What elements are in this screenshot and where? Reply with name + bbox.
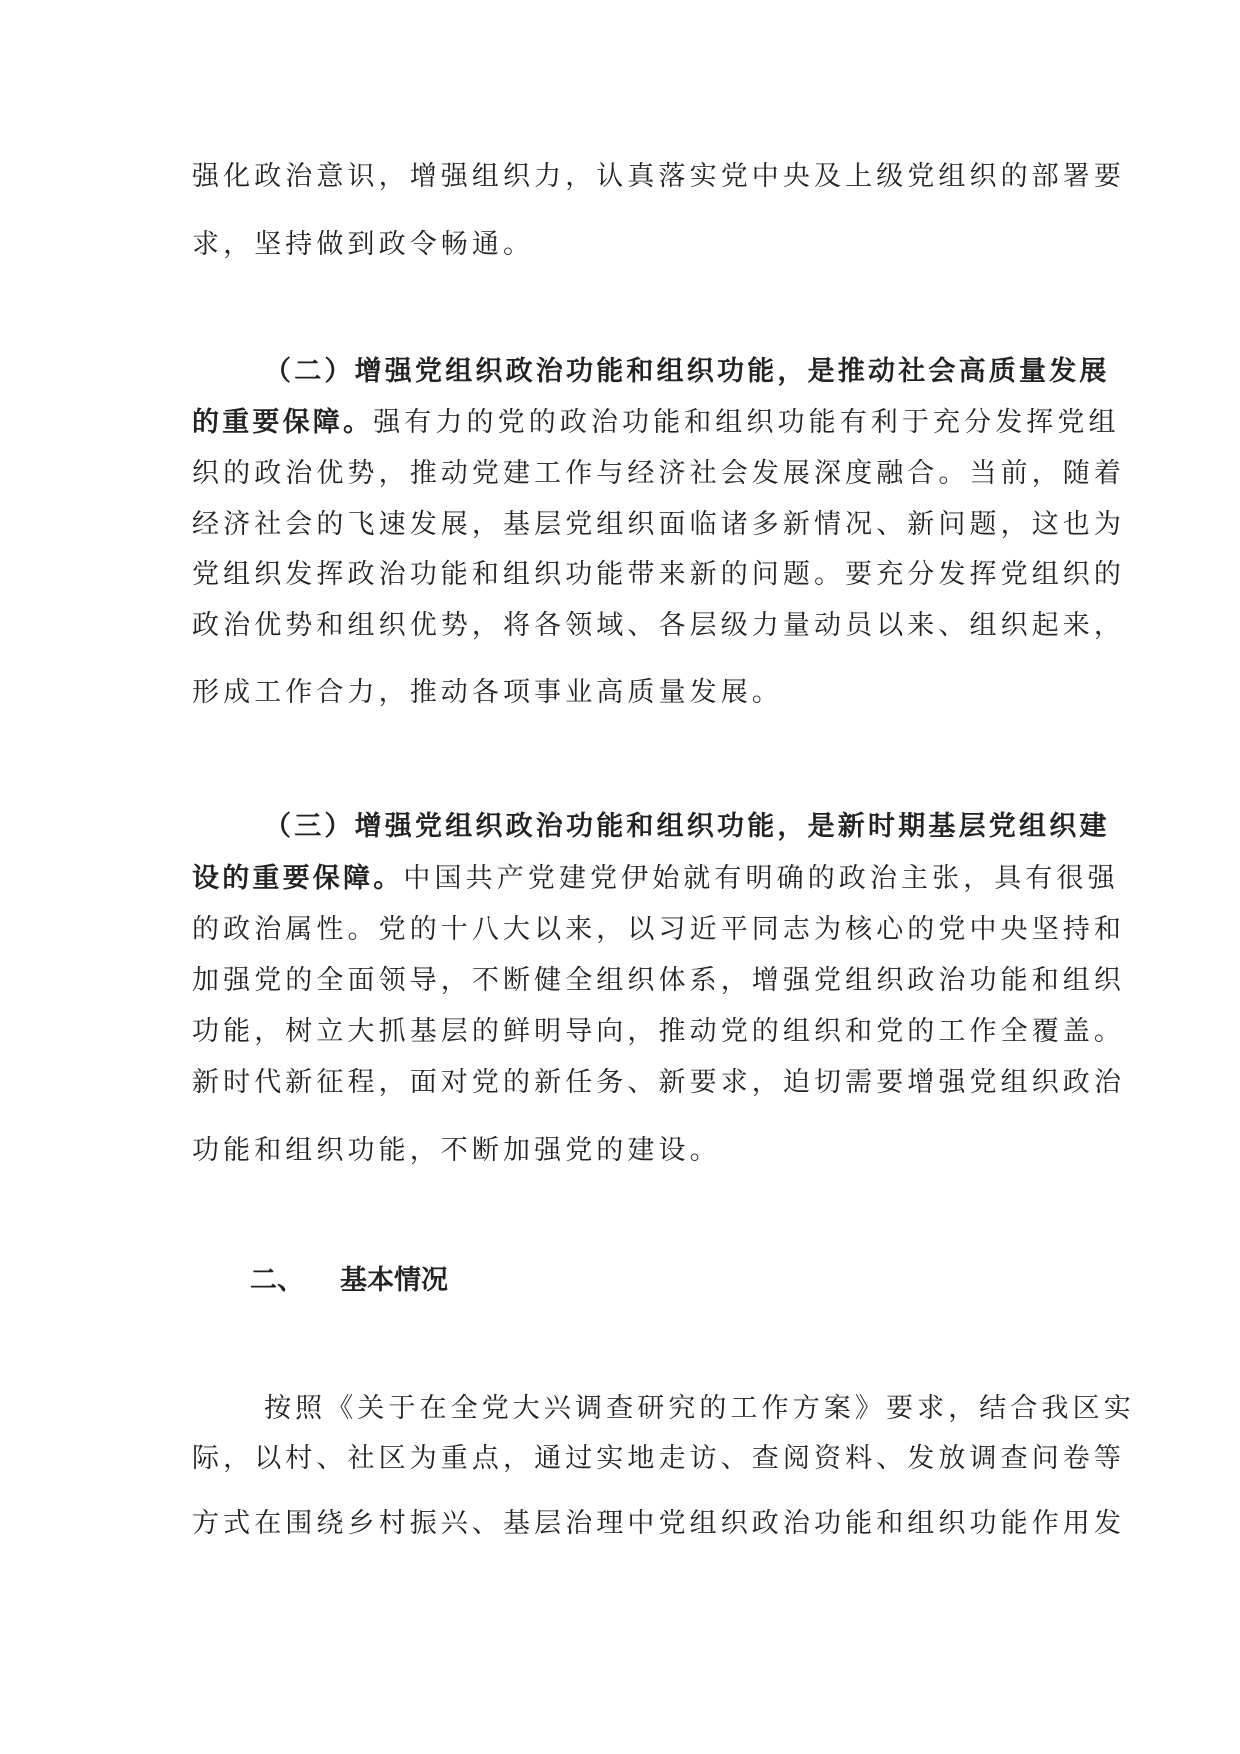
paragraph-line — [192, 862, 1119, 896]
paragraph-line: 党组织发挥政治功能和组织功能带来新的问题。要充分发挥党组织的 — [192, 559, 1125, 590]
paragraph-line: 方式在围绕乡村振兴、基层治理中党组织政治功能和组织功能作用发 — [192, 1508, 1125, 1539]
paragraph-line: 经济社会的飞速发展，基层党组织面临诸多新情况、新问题，这也为 — [192, 509, 1125, 540]
paragraph-text: 中国共产党建党伊始就有明确的政治主张，具有很强 — [403, 863, 1119, 894]
section-number: 二、 — [250, 1265, 304, 1296]
paragraph-line: 际，以村、社区为重点，通过实地走访、查阅资料、发放调查问卷等 — [192, 1443, 1125, 1474]
paragraph-heading-bold-tail: 设的重要保障。 — [192, 863, 404, 894]
paragraph-line: 的政治属性。党的十八大以来，以习近平同志为核心的党中央坚持和 — [192, 914, 1125, 945]
paragraph-line: 加强党的全面领导，不断健全组织体系，增强党组织政治功能和组织 — [192, 965, 1125, 996]
paragraph-line: 政治优势和组织优势，将各领域、各层级力量动员以来、组织起来， — [192, 610, 1125, 641]
paragraph-heading-bold: （二）增强党组织政治功能和组织功能，是推动社会高质量发展 — [264, 356, 1110, 387]
paragraph-line: 织的政治优势，推动党建工作与经济社会发展深度融合。当前，随着 — [192, 458, 1125, 489]
section-heading — [250, 1264, 448, 1298]
paragraph-line: 新时代新征程，面对党的新任务、新要求，迫切需要增强党组织政治 — [192, 1067, 1125, 1098]
paragraph-line — [192, 406, 1120, 440]
paragraph-line: 强化政治意识，增强组织力，认真落实党中央及上级党组织的部署要 — [192, 161, 1125, 192]
paragraph-line: 求，坚持做到政令畅通。 — [192, 229, 535, 260]
section-title: 基本情况 — [340, 1265, 448, 1296]
paragraph-text: 强有力的党的政治功能和组织功能有利于充分发挥党组 — [373, 407, 1120, 438]
paragraph-heading-bold-tail: 的重要保障。 — [192, 407, 374, 438]
paragraph-line: 功能和组织功能，不断加强党的建设。 — [192, 1135, 721, 1166]
paragraph-line: 功能，树立大抓基层的鲜明导向，推动党的组织和党的工作全覆盖。 — [192, 1016, 1125, 1047]
paragraph-line: 按照《关于在全党大兴调查研究的工作方案》要求，结合我区实 — [264, 1393, 1135, 1424]
paragraph-line: 形成工作合力，推动各项事业高质量发展。 — [192, 677, 783, 708]
paragraph-heading-bold: （三）增强党组织政治功能和组织功能，是新时期基层党组织建 — [264, 811, 1110, 842]
